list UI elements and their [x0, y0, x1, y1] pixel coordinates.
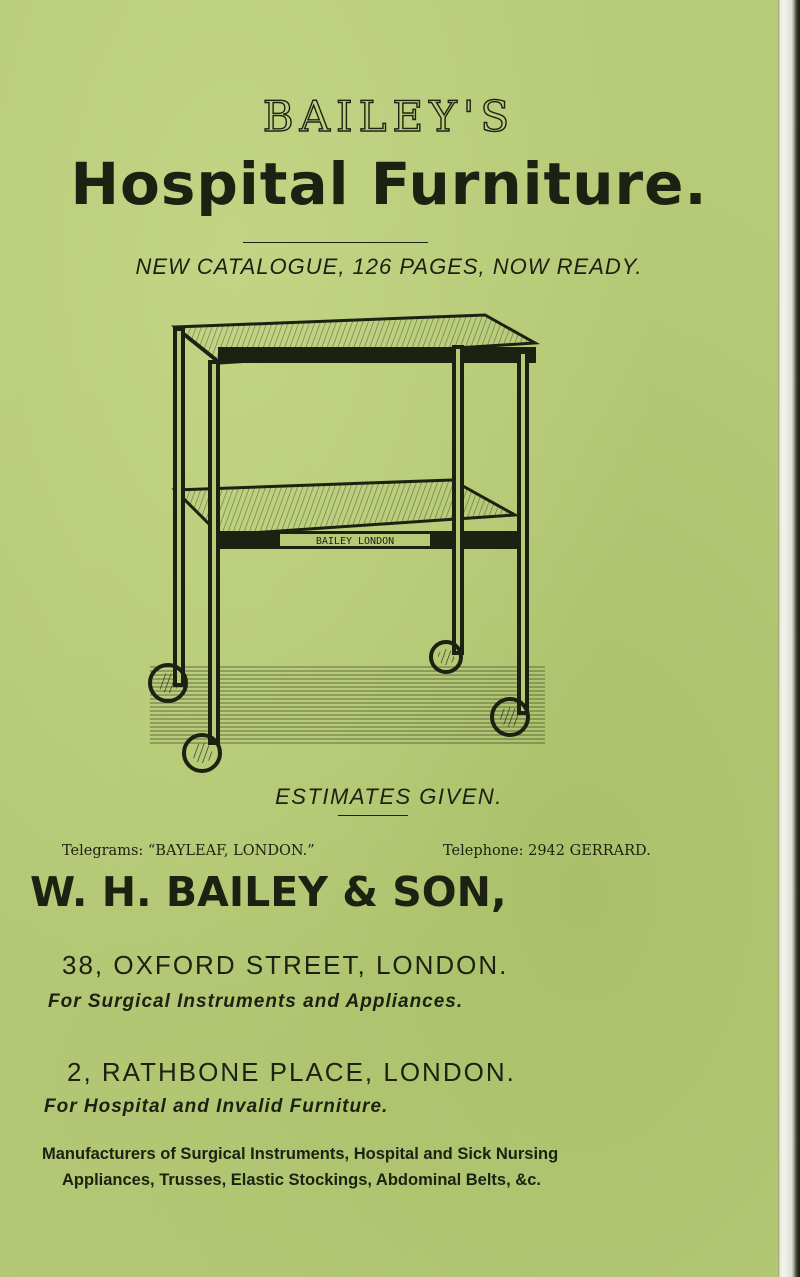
page-edge [778, 0, 800, 1277]
brand-name: BAILEY'S [262, 92, 516, 141]
catalogue-notice: NEW CATALOGUE, 126 PAGES, NOW READY. [135, 254, 643, 279]
page-title: Hospital Furniture. [70, 150, 708, 218]
estimates-divider [338, 815, 408, 816]
estimates-notice: ESTIMATES GIVEN. [275, 784, 503, 809]
plate-label: BAILEY LONDON [315, 536, 395, 547]
telegrams-info: Telegrams: “BAYLEAF, LONDON.” [62, 843, 315, 859]
title-divider [243, 242, 428, 243]
telephone-info: Telephone: 2942 GERRARD. [443, 843, 651, 859]
address-oxford-street: 38, OXFORD STREET, LONDON. [62, 950, 509, 980]
manufacturers-line-1: Manufacturers of Surgical Instruments, Hospital and Sick Nursing [42, 1145, 559, 1163]
address-rathbone-place: 2, RATHBONE PLACE, LONDON. [67, 1057, 516, 1087]
purpose-furniture: For Hospital and Invalid Furniture. [44, 1096, 389, 1117]
manufacturers-line-2: Appliances, Trusses, Elastic Stockings, Abdominal Belts, &c. [62, 1171, 541, 1189]
trolley-icon [140, 305, 570, 775]
company-name: W. H. BAILEY & SON, [30, 868, 507, 916]
purpose-surgical: For Surgical Instruments and Appliances. [48, 991, 464, 1012]
